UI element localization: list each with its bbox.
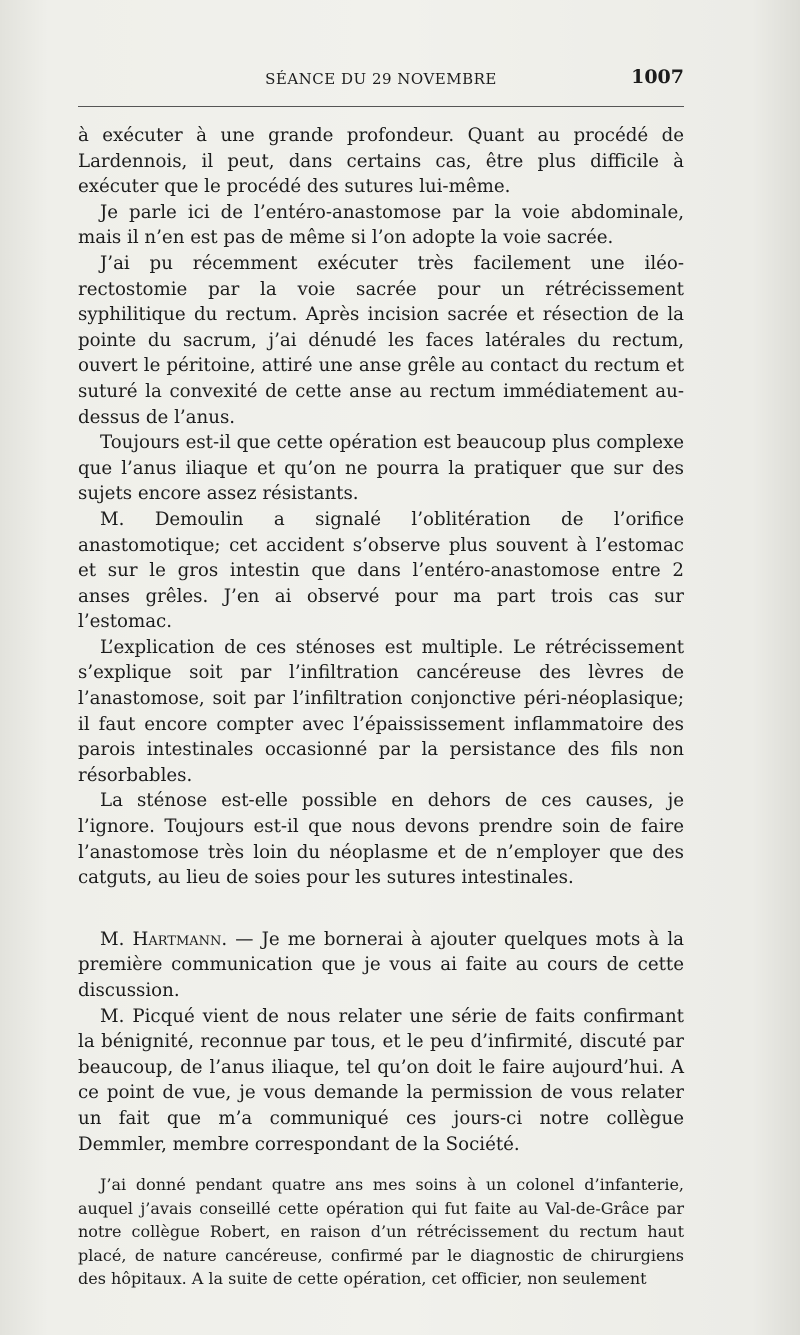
body-text [78,123,684,1291]
running-title: SÉANCE DU 29 NOVEMBRE [265,70,497,88]
speaker-name: M. Hartmann. [100,928,228,950]
hartmann-intro-text: — Je me bornerai à ajouter quelques mots à la première communication que je vous ai faite au cours de cette discussion. [78,928,684,1001]
quote-paragraph: J’ai donné pendant quatre ans mes soins à un colonel d’infanterie, auquel j’avais conseillé cette opération qui fut faite au Val-de-Grâce par notre collègue Robert, en raison d’un rétrécissement du rectum haut placé, de nature cancéreuse, confirmé par le diagnostic de chirurgiens des hôpitaux. A la suite de cette opération, cet officier, non seulement [78,1175,684,1289]
page-header [78,66,684,96]
paragraph: M. Demoulin a signalé l’oblitération de l’orifice anastomotique; cet accident s’observe plus souvent à l’estomac et sur le gros intestin que dans l’entéro-anastomose entre 2 anses grêles. J’en ai observé pour ma part trois cas sur l’estomac. [78,508,684,633]
hartmann-intro-paragraph [78,927,684,1004]
page-number: 1007 [631,66,684,88]
paragraph: La sténose est-elle possible en dehors de ces causes, je l’ignore. Toujours est-il que nous devons prendre soin de faire l’anastomose très loin du néoplasme et de n’employer que des catguts, au lieu de soies pour les sutures intestinales. [78,790,684,889]
paragraph: J’ai pu récemment exécuter très facilement une iléo-rectostomie par la voie sacrée pour un rétrécissement syphilitique du rectum. Après incision sacrée et résection de la pointe du sacrum, j’ai dénudé les faces latérales du rectum, ouvert le péritoine, attiré une anse grêle au contact du rectum et suturé la convexité de cette anse au rectum immédiatement au-dessus de l’anus. [78,252,684,428]
paragraph: à exécuter à une grande profondeur. Quant au procédé de Lardennois, il peut, dans certains cas, être plus difficile à exécuter que le procédé des sutures lui-même. [78,125,684,198]
paragraph: L’explication de ces sténoses est multiple. Le rétrécissement s’explique soit par l’infiltration cancéreuse des lèvres de l’anastomose, soit par l’infiltration conjonctive péri-néoplasique; il faut encore compter avec l’épaississement inflammatoire des parois intestinales occasionné par la persistance des fils non résorbables. [78,636,684,786]
paragraph: M. Picqué vient de nous relater une série de faits confirmant la bénignité, reconnue par tous, et le peu d’infirmité, discuté par beaucoup, de l’anus iliaque, tel qu’on doit le faire aujourd’hui. A ce point de vue, je vous demande la permission de vous relater un fait que m’a communiqué ces jours-ci notre collègue Demmler, membre correspondant de la Société. [78,1005,684,1155]
header-rule [78,106,684,107]
paragraph: Toujours est-il que cette opération est beaucoup plus complexe que l’anus iliaque et qu’on ne pourra la pratiquer que sur des sujets encore assez résistants. [78,432,684,505]
section-gap [78,891,684,927]
quoted-letter [78,1173,684,1291]
paragraph: Je parle ici de l’entéro-anastomose par la voie abdominale, mais il n’en est pas de même si l’on adopte la voie sacrée. [78,201,684,249]
